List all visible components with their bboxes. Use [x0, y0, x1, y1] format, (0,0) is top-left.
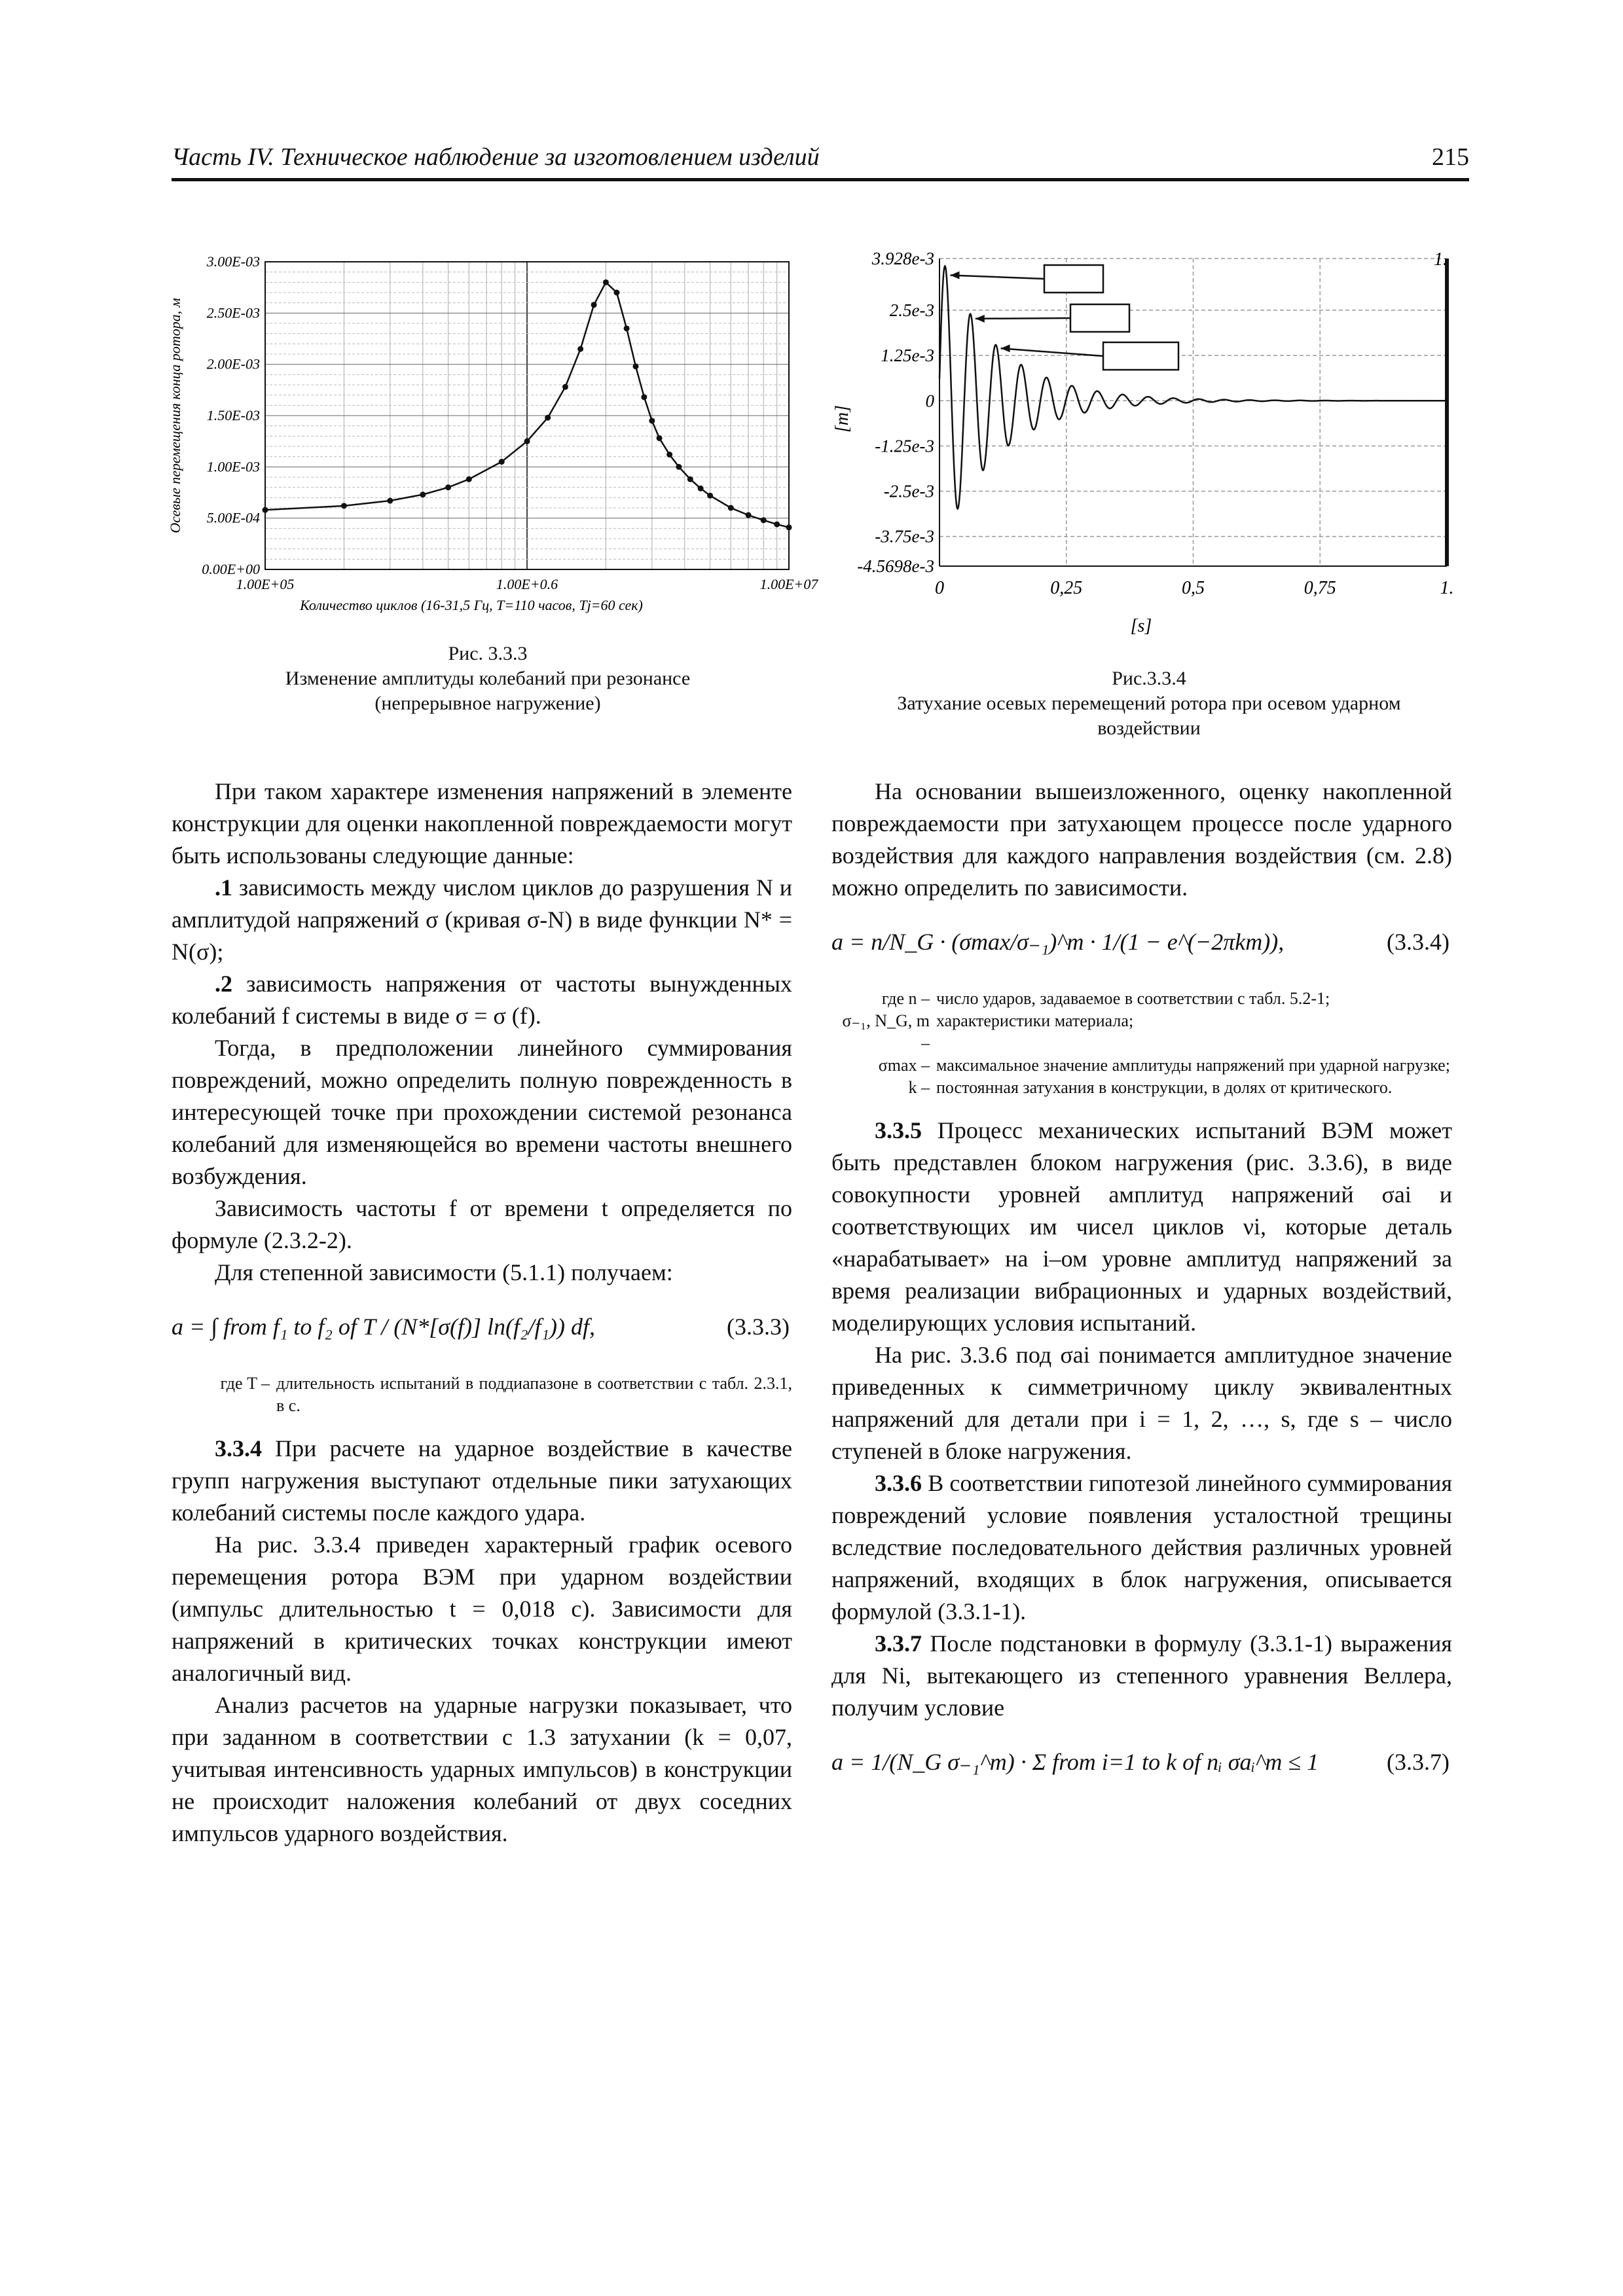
legend-label: σ₋₁, N_G, m – — [842, 1011, 930, 1052]
section-text: После подстановки в формулу (3.3.1-1) выражения для Ni, вытекающего из степенного уравнения Веллера, получим условие — [831, 1630, 1452, 1721]
resonance-amplitude-chart — [167, 249, 818, 622]
chart1-data-point — [649, 418, 655, 423]
chart2-peak-callouts — [950, 265, 1178, 370]
chart2-arrowhead — [1001, 344, 1010, 352]
equation-formula: a = n/N_G · (σmax/σ₋₁)^m · 1/(1 − e^(−2πkm)), — [831, 929, 1285, 955]
caption-number: Рис.3.3.4 — [1112, 668, 1186, 689]
chart1-data-point — [613, 290, 619, 296]
chart1-y-tick-label: 3.00E-03 — [206, 253, 260, 270]
chart1-data-point — [761, 517, 767, 523]
chart1-data-point — [746, 512, 752, 518]
chart1-data-point — [707, 493, 713, 499]
chart2-y-tick-label: 1.25e-3 — [881, 346, 934, 366]
chart1-data-point — [786, 524, 792, 530]
chart1-data-point — [577, 346, 583, 352]
equation-3-3-4 — [831, 904, 1452, 982]
section-number: 3.3.4 — [215, 1435, 262, 1462]
chart1-data-point — [676, 464, 682, 470]
paragraph: Тогда, в предположении линейного суммирования повреждений, можно определить полную поврежденность в интересующей точке при прохождении системой резонанса колебаний для изменяющейся во времени частоты внешнего возбуждения. — [172, 1035, 792, 1189]
right-column — [831, 776, 1452, 1803]
running-title: Часть IV. Техническое наблюдение за изготовлением изделий — [172, 143, 820, 171]
chart2-callout-arrow — [1001, 348, 1103, 356]
chart2-x-tick-label: 0,75 — [1304, 578, 1336, 598]
chart1-data-point — [624, 325, 630, 331]
chart1-y-ticks — [202, 253, 260, 577]
chart1-data-point — [657, 435, 663, 441]
chart1-data-point — [666, 452, 672, 457]
legend-text: постоянная затухания в конструкции, в долях от критического. — [936, 1078, 1393, 1097]
chart2-callout-box — [1070, 304, 1129, 332]
equation-formula: a = ∫ from f₁ to f₂ of T / (N*[σ(f)] ln(f₂/f₁)) df, — [172, 1314, 595, 1340]
chart1-data-point — [445, 484, 451, 490]
chart2-x-tick-label: 1. — [1440, 578, 1454, 598]
figure-3-3-4-caption — [822, 666, 1476, 741]
chart2-y-tick-label: -2.5e-3 — [883, 481, 934, 501]
paragraph: Анализ расчетов на ударные нагрузки показывает, что при заданном в соответствии с 1.3 затухании (k = 0,07, учитывая интенсивность ударных импульсов) в конструкции не происходит наложения колебаний от двух соседних импульсов ударного воздействия. — [172, 1692, 792, 1846]
chart1-y-tick-label: 2.00E-03 — [206, 355, 260, 372]
chart1-y-tick-label: 1.50E-03 — [206, 407, 260, 423]
section-number: 3.3.7 — [875, 1630, 922, 1657]
section-number: 3.3.5 — [875, 1117, 922, 1143]
chart2-x-tick-label: 0,25 — [1050, 578, 1083, 598]
caption-line: (непрерывное нагружение) — [374, 692, 601, 714]
chart2-x-axis-label: [s] — [1130, 616, 1152, 636]
caption-line: Затухание осевых перемещений ротора при осевом ударном — [897, 692, 1401, 714]
chart2-x-tick-label: 0,5 — [1182, 578, 1205, 598]
legend-text: максимальное значение амплитуды напряжений при ударной нагрузке; — [936, 1056, 1450, 1075]
section-3-3-6 — [831, 1467, 1452, 1628]
chart1-y-tick-label: 5.00E-04 — [206, 509, 260, 526]
equation-3-3-3 — [172, 1289, 792, 1367]
left-column — [172, 776, 792, 1850]
list-item — [172, 968, 792, 1032]
list-item-text: зависимость между числом циклов до разрушения N и амплитудой напряжений σ (кривая σ-N) в виде функции N* = N(σ); — [172, 874, 793, 965]
chart1-x-tick-label: 1.00E+07 — [759, 576, 818, 592]
section-text: В соответствии гипотезой линейного суммирования повреждений условие появления усталостной трещины вследствие последовательного действия различных уровней напряжений, входящих в блок нагружения, описывается формулой (3.3.1-1). — [831, 1470, 1453, 1624]
chart1-data-point — [466, 476, 472, 482]
chart1-data-point — [387, 498, 393, 504]
section-3-3-5 — [831, 1115, 1452, 1339]
chart1-data-point — [698, 486, 704, 492]
chart2-arrowhead — [950, 271, 959, 279]
legend-label: σmax – — [878, 1056, 930, 1075]
list-item-number: .2 — [215, 971, 232, 997]
chart1-data-point — [687, 476, 693, 482]
section-text: Процесс механических испытаний ВЭМ может быть представлен блоком нагружения (рис. 3.3.6), в виде совокупности уровней амплитуд напряжений σai и соответствующих им чисел циклов νi, которые деталь «нарабатывает» на i–ом уровне амплитуд напряжений за время реализации вибрационных и ударных воздействий, моделирующих условия испытаний. — [831, 1117, 1452, 1336]
section-3-3-4 — [172, 1433, 792, 1529]
chart2-callout-arrow — [976, 318, 1070, 319]
caption-line: Изменение амплитуды колебаний при резонансе — [285, 668, 691, 689]
chart2-y-tick-label: -3.75e-3 — [875, 526, 934, 547]
chart2-y-ticks — [857, 249, 934, 576]
legend-text: характеристики материала; — [936, 1011, 1134, 1030]
chart2-grid — [939, 259, 1447, 566]
legend-label: где T – — [220, 1374, 270, 1393]
paragraph: При таком характере изменения напряжений в элементе конструкции для оценки накопленной повреждаемости могут быть использованы следующие данные: — [172, 778, 792, 869]
chart1-x-tick-label: 1.00E+0.6 — [496, 576, 558, 592]
chart2-y-tick-label: -4.5698e-3 — [857, 556, 934, 576]
chart2-corner-label: 1. — [1434, 249, 1448, 270]
chart2-y-tick-label: 0 — [925, 391, 934, 411]
list-item-number: .1 — [215, 874, 232, 901]
chart2-y-axis-label: [m] — [832, 404, 852, 433]
chart1-data-point — [545, 415, 551, 421]
chart2-y-tick-label: 3.928e-3 — [871, 249, 934, 268]
chart1-data-point — [591, 302, 597, 308]
chart1-data-point — [263, 507, 268, 513]
paragraph: На рис. 3.3.4 приведен характерный график осевого перемещения ротора ВЭМ при ударном воздействии (импульс длительностью t = 0,018 с). Зависимости для напряжений в критических точках конструкции имеют аналогичный вид. — [172, 1532, 792, 1686]
equation-3-3-7 — [831, 1724, 1452, 1803]
paragraph: На рис. 3.3.6 под σai понимается амплитудное значение приведенных к симметричному циклу эквивалентных напряжений для детали при i = 1, 2, …, s, где s – число ступеней в блоке нагружения. — [831, 1342, 1452, 1464]
chart1-x-ticks — [236, 576, 819, 592]
list-item-text: зависимость напряжения от частоты вынужденных колебаний f системы в виде σ = σ (f). — [172, 971, 792, 1029]
chart1-y-axis-label: Осевые перемещения конца ротора, м — [167, 298, 183, 533]
paragraph: Для степенной зависимости (5.1.1) получаем: — [215, 1259, 673, 1285]
chart1-data-point — [420, 492, 426, 497]
caption-number: Рис. 3.3.3 — [448, 643, 528, 664]
chart1-y-tick-label: 0.00E+00 — [202, 561, 260, 577]
chart2-callout-box — [1044, 265, 1103, 293]
chart1-x-axis-label: Количество циклов (16-31,5 Гц, T=110 часов, Tj=60 сек) — [300, 597, 643, 613]
caption-line: воздействии — [1097, 717, 1201, 739]
equation-number: (3.3.7) — [1387, 1749, 1450, 1775]
chart1-y-tick-label: 2.50E-03 — [206, 304, 260, 321]
equation-number: (3.3.4) — [1387, 929, 1450, 955]
chart1-data-point — [524, 439, 530, 444]
axial-damping-chart — [822, 245, 1476, 638]
chart1-grid — [265, 262, 789, 569]
chart2-callout-box — [1103, 342, 1178, 370]
paragraph: На основании вышеизложенного, оценку накопленной повреждаемости при затухающем процессе после ударного воздействия для каждого направления воздействия (см. 2.8) можно определить по зависимости. — [831, 778, 1452, 901]
chart1-x-tick-label: 1.00E+05 — [236, 576, 295, 592]
chart1-data-point — [603, 279, 609, 285]
chart2-y-tick-label: -1.25e-3 — [875, 436, 934, 456]
list-item — [172, 872, 792, 968]
chart2-y-tick-label: 2.5e-3 — [889, 300, 934, 320]
chart1-data-point — [499, 459, 505, 465]
chart2-x-tick-label: 0 — [935, 578, 944, 598]
page-header — [172, 143, 1469, 182]
section-3-3-7 — [831, 1628, 1452, 1724]
paragraph: Зависимость частоты f от времени t определяется по формуле (2.3.2-2). — [172, 1195, 792, 1253]
equation-formula: a = 1/(N_G σ₋₁^m) · Σ from i=1 to k of nᵢ σaᵢ^m ≤ 1 — [831, 1749, 1319, 1775]
section-text: При расчете на ударное воздействие в качестве групп нагружения выступают отдельные пики затухающих колебаний системы после каждого удара. — [172, 1435, 792, 1526]
legend-label: k – — [908, 1078, 930, 1097]
equation-legend — [831, 988, 1452, 1099]
equation-legend — [172, 1372, 792, 1417]
legend-label: где n – — [881, 989, 930, 1008]
chart2-callout-arrow — [950, 275, 1044, 279]
chart1-data-point — [632, 363, 638, 369]
chart1-data-point — [774, 522, 780, 528]
header-rule — [172, 178, 1469, 181]
page-number: 215 — [1432, 143, 1469, 171]
chart1-data-point — [641, 394, 647, 400]
chart1-data-point — [728, 505, 734, 511]
equation-number: (3.3.3) — [727, 1314, 790, 1340]
section-number: 3.3.6 — [875, 1470, 922, 1496]
chart2-arrowhead — [976, 315, 985, 323]
chart2-series-line — [939, 266, 1447, 509]
legend-text: число ударов, задаваемое в соответствии с табл. 5.2-1; — [936, 989, 1330, 1008]
chart2-x-ticks — [935, 578, 1454, 598]
chart1-data-point — [562, 384, 568, 390]
legend-text: длительность испытаний в поддиапазоне в соответствии с табл. 2.3.1, в с. — [276, 1374, 792, 1415]
chart1-data-point — [341, 503, 347, 509]
figure-3-3-3-caption — [167, 641, 809, 716]
chart1-y-tick-label: 1.00E-03 — [206, 458, 260, 475]
